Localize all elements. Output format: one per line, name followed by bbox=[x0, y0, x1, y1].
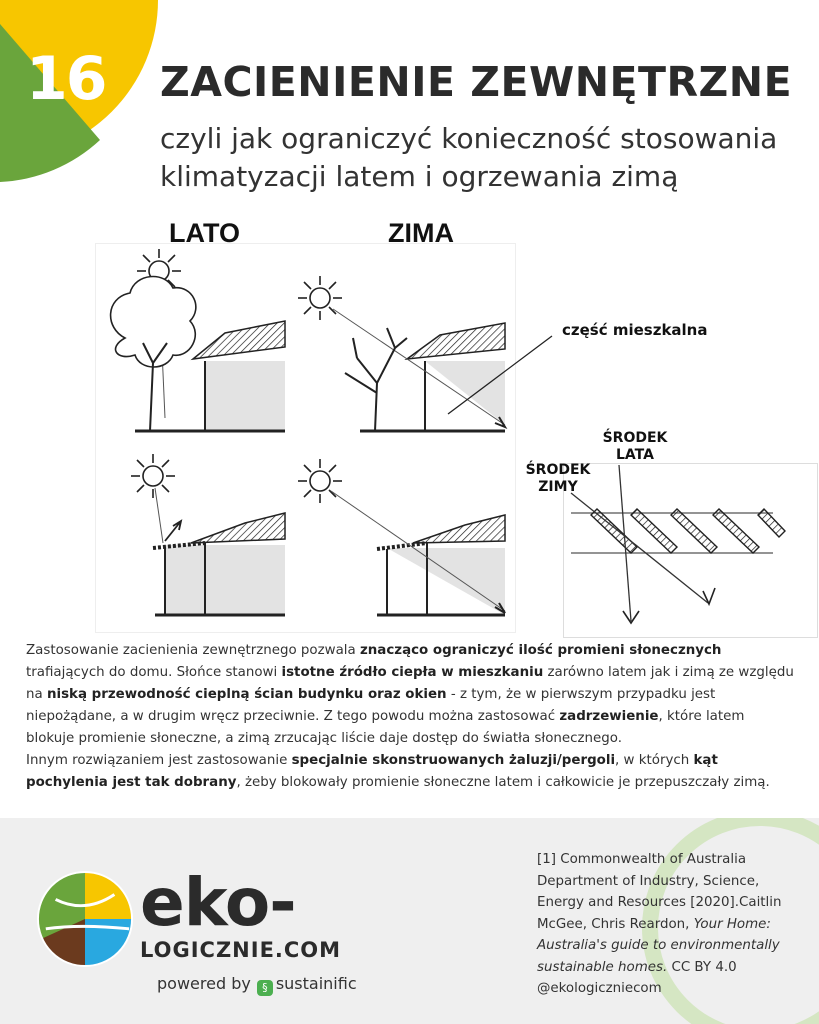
section-number: 16 bbox=[26, 44, 106, 114]
summer-heading: LATO bbox=[169, 218, 240, 248]
logo-domain: LOGICZNIE.COM bbox=[140, 938, 342, 962]
logo-icon bbox=[36, 870, 134, 968]
reference-text: [1] Commonwealth of Australia Department of Industry, Science, Energy and Resources [2020].Caitlin McGee, Chris Reardon, Your Home: Australia's guide to environmentally sustainable homes. CC BY 4.0 @ekologiczniecom bbox=[537, 852, 782, 996]
panel-winter-pergola bbox=[298, 459, 505, 615]
page-title: ZACIENIENIE ZEWNĘTRZNE bbox=[160, 58, 793, 106]
sun-icon bbox=[298, 276, 342, 320]
panel-summer-tree bbox=[111, 249, 285, 431]
panel-summer-pergola bbox=[131, 454, 285, 615]
winter-noon-label: ŚRODEK ZIMY bbox=[525, 462, 591, 495]
shading-illustration bbox=[95, 243, 516, 633]
sun-icon bbox=[298, 459, 342, 503]
tree-icon bbox=[111, 277, 196, 431]
subtitle-line-1: czyli jak ograniczyć konieczność stosowania bbox=[160, 122, 778, 155]
sustainific-icon: § bbox=[257, 980, 273, 996]
powered-by: powered by § sustainific bbox=[157, 974, 357, 994]
winter-heading: ZIMA bbox=[388, 218, 454, 248]
social-handle: @ekologiczniecom bbox=[537, 981, 662, 996]
leader-line bbox=[440, 330, 560, 420]
living-area-label: część mieszkalna bbox=[562, 321, 708, 339]
arrow-icon bbox=[165, 521, 181, 541]
louvre-detail-diagram bbox=[563, 463, 818, 638]
summer-noon-label: ŚRODEK LATA bbox=[602, 430, 668, 463]
body-text: Zastosowanie zacienienia zewnętrznego pozwala znacząco ograniczyć ilość promieni słonecznych trafiających do domu. Słońce stanowi istotne źródło ciepła w mieszkaniu zarówno latem jak i zimą ze względu na niską przewodność cieplną ścian budynku oraz okien - z tym, że w pierwszym przypadku jest niepożądane, a w drugim wręcz przeciwnie. Z tego powodu można zastosować zadrzewienie, które latem blokuje promienie słoneczne, a zimą zrzucając liście daje dostęp do światła słonecznego. Innym rozwiązaniem jest zastosowanie specjalnie skonstruowanych żaluzji/pergoli, w których kąt pochylenia jest tak dobrany, żeby blokowały promienie słoneczne latem i całkowicie je przepuszczały zimą. bbox=[26, 643, 794, 790]
bare-tree-icon bbox=[345, 328, 407, 431]
logo-wordmark: eko- bbox=[140, 864, 296, 941]
subtitle-line-2: klimatyzacji latem i ogrzewania zimą bbox=[160, 160, 679, 193]
sun-icon bbox=[131, 454, 175, 498]
